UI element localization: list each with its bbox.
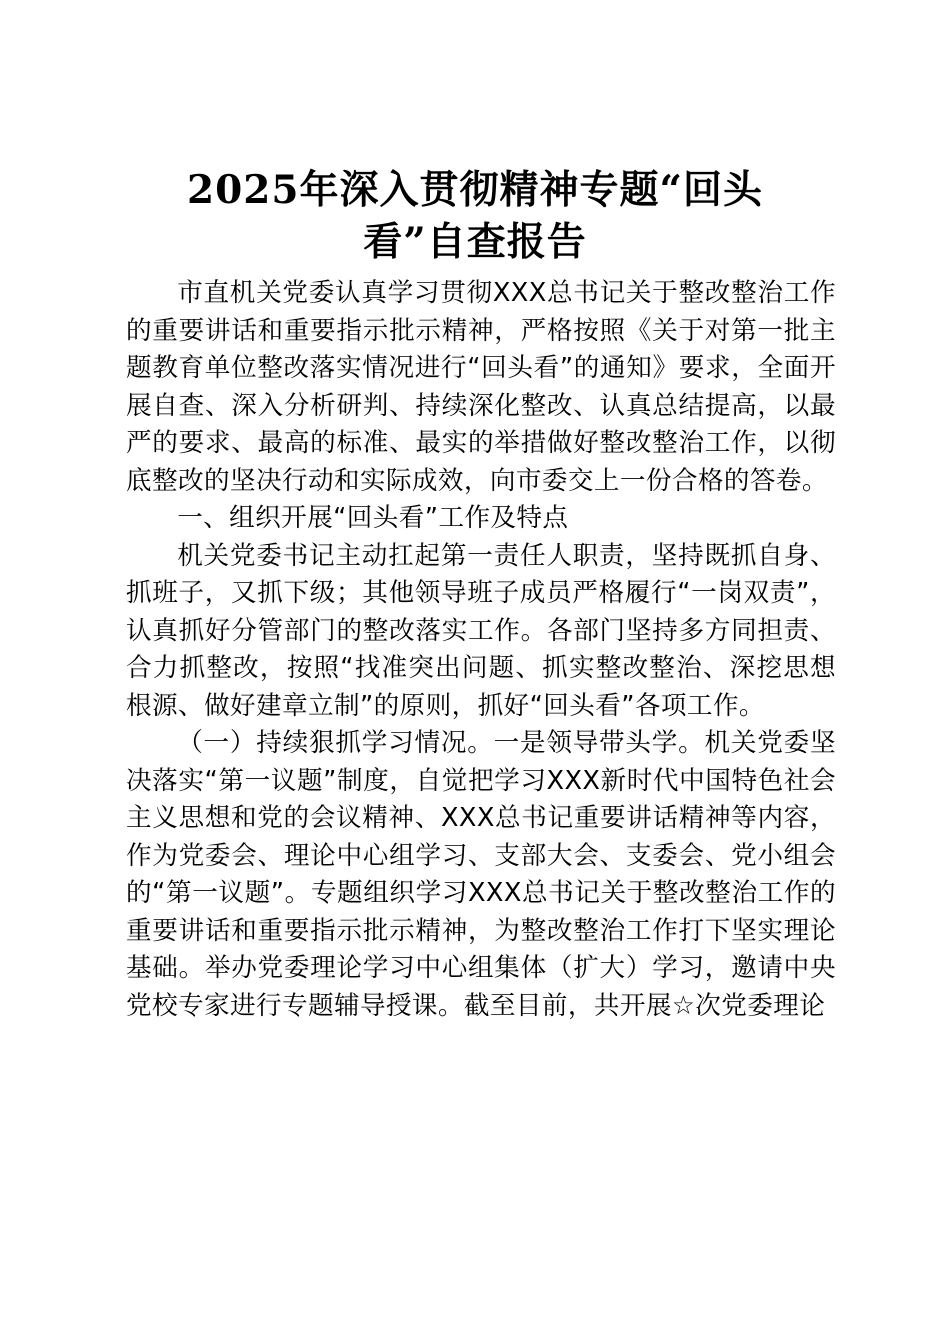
body-paragraph-1: 机关党委书记主动扛起第一责任人职责，坚持既抓自身、抓班子，又抓下级；其他领导班子成员严格履行“一岗双责”，认真抓好分管部门的整改落实工作。各部门坚持多方同担责、合力抓整改，按照“找准突出问题、抓实整改整治、深挖思想根源、做好建章立制”的原则，抓好“回头看”各项工作。 [126,540,836,721]
document-body [126,275,836,1025]
document-title [120,164,830,268]
body-paragraph-2: （一）持续狠抓学习情况。一是领导带头学。机关党委坚决落实“第一议题”制度，自觉把学习XXX新时代中国特色社会主义思想和党的会议精神、XXX总书记重要讲话精神等内容，作为党委会、理论中心组学习、支部大会、支委会、党小组会的“第一议题”。专题组织学习XXX总书记关于整改整治工作的重要讲话和重要指示批示精神，为整改整治工作打下坚实理论基础。举办党委理论学习中心组集体（扩大）学习，邀请中央党校专家进行专题辅导授课。截至目前，共开展☆次党委理论 [126,728,836,1021]
title-line-2: 看”自查报告 [363,219,587,265]
intro-paragraph: 市直机关党委认真学习贯彻XXX总书记关于整改整治工作的重要讲话和重要指示批示精神，严格按照《关于对第一批主题教育单位整改落实情况进行“回头看”的通知》要求，全面开展自查、深入分析研判、持续深化整改、认真总结提高，以最严的要求、最高的标准、最实的举措做好整改整治工作，以彻底整改的坚决行动和实际成效，向市委交上一份合格的答卷。 [126,278,836,496]
section-heading-1: 一、组织开展“回头看”工作及特点 [177,503,569,533]
title-line-1: 2025年深入贯彻精神专题“回头 [187,167,763,213]
